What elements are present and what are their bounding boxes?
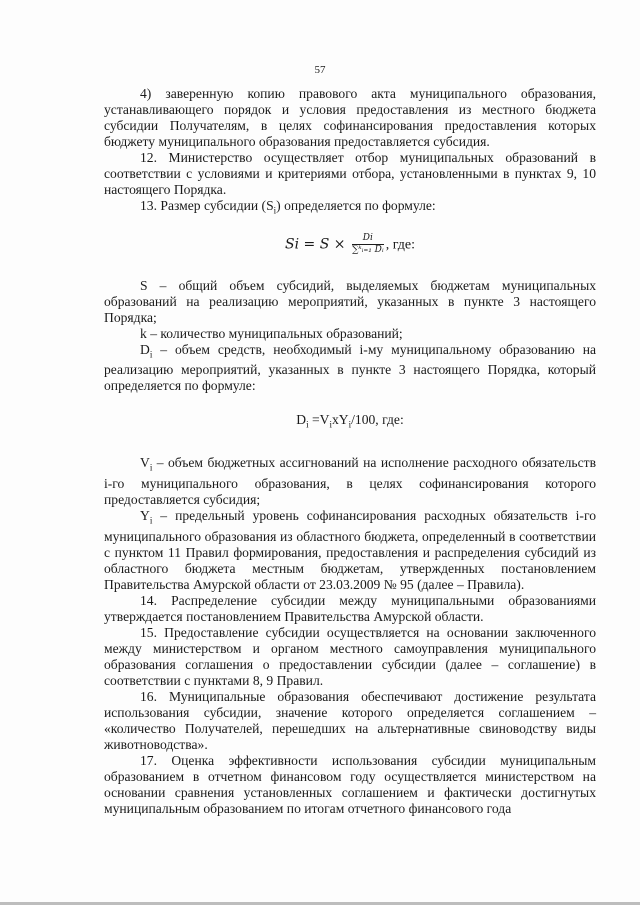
definition-s: S – общий объем субсидий, выделяемых бюджетам муниципальных образований на реализацию мероприятий, указанных в пункте 3 настоящего Порядка;	[104, 277, 596, 325]
formula-di-v-sub: i	[329, 420, 332, 431]
definition-vi-sub: i	[149, 462, 153, 473]
formula-si	[104, 233, 596, 256]
definition-di-symbol: D	[140, 341, 150, 357]
formula-si-denominator: ∑ᵏᵢ₌₁ Dᵢ	[351, 244, 384, 255]
formula-si-fraction	[352, 233, 384, 256]
document-body	[104, 86, 596, 817]
formula-di-d: D	[296, 412, 307, 428]
definition-yi	[104, 508, 596, 593]
paragraph-13-tail: ) определяется по формуле:	[276, 198, 436, 213]
formula-di-x: xY	[332, 412, 349, 428]
paragraph-16: 16. Муниципальные образования обеспечивают достижение результата использования субсидии, значение которого определяется соглашением – «количество Получателей, перешедших на альтернативные свиноводству виды животноводства».	[104, 688, 596, 752]
paragraph-13-text: 13. Размер субсидии (S	[140, 198, 274, 213]
formula-si-tail: , где:	[385, 237, 415, 253]
paragraph-14: 14. Распределение субсидии между муниципальными образованиями утверждается постановлением Правительства Амурской области.	[104, 592, 596, 624]
definition-vi-symbol: V	[140, 455, 150, 471]
definition-di	[104, 342, 596, 395]
paragraph-13	[104, 198, 596, 219]
definition-yi-symbol: Y	[140, 507, 150, 523]
formula-di	[104, 412, 596, 433]
definition-yi-sub: i	[149, 515, 153, 526]
page-number: 57	[314, 64, 326, 76]
definition-vi-text: – объем бюджетных ассигнований на исполнение расходного обязательств i-го муниципального образования, в целях софинансирования которого предоставляется субсидия;	[104, 455, 596, 507]
paragraph-4: 4) заверенную копию правового акта муниципального образования, устанавливающего порядок и условия предоставления из местного бюджета субсидии Получателям, в целях софинансирования предоставления которых бюджету муниципального образования предоставляется субсидия.	[104, 86, 596, 149]
formula-di-eq: =V	[308, 412, 330, 428]
paragraph-13-sub: i	[273, 205, 277, 216]
paragraph-17: 17. Оценка эффективности использования субсидии муниципальным образованием в отчетном финансовом году осуществляется министерством на основании сравнения установленных соглашением и фактически достигнутых муниципальным образованием по итогам отчетного финансового года	[104, 752, 596, 816]
formula-di-tail: /100, где:	[351, 412, 404, 428]
definition-vi	[104, 455, 596, 508]
formula-di-d-sub: i	[306, 420, 309, 431]
definition-k: k – количество муниципальных образований;	[140, 325, 403, 341]
paragraph-15: 15. Предоставление субсидии осуществляется на основании заключенного между министерством и органом местного самоуправления муниципального образования соглашения о предоставлении субсидии (далее – соглашение) в соответствии с пунктами 8, 9 Правил.	[104, 624, 596, 688]
definition-di-text: – объем средств, необходимый i-му муниципальному образованию на реализацию мероприятий, указанных в пункте 3 настоящего Порядка, который определяется по формуле:	[104, 341, 596, 394]
formula-si-numerator: Di	[352, 233, 384, 245]
definition-yi-text: – предельный уровень софинансирования расходных обязательств i-го муниципального образования из областного бюджета, определенный в соответствии с пунктом 11 Правил формирования, предоставления и распределения субсидий из областного бюджета местным бюджетам, утвержденных постановлением Правительства Амурской области от 23.03.2009 № 95 (далее – Правила).	[104, 507, 596, 592]
definition-di-sub: i	[149, 349, 153, 360]
formula-si-lhs: Si = S ×	[285, 236, 346, 253]
formula-di-y-sub: i	[348, 420, 352, 431]
paragraph-12: 12. Министерство осуществляет отбор муниципальных образований в соответствии с условиями и критериями отбора, установленными в пунктах 9, 10 настоящего Порядка.	[104, 150, 596, 197]
